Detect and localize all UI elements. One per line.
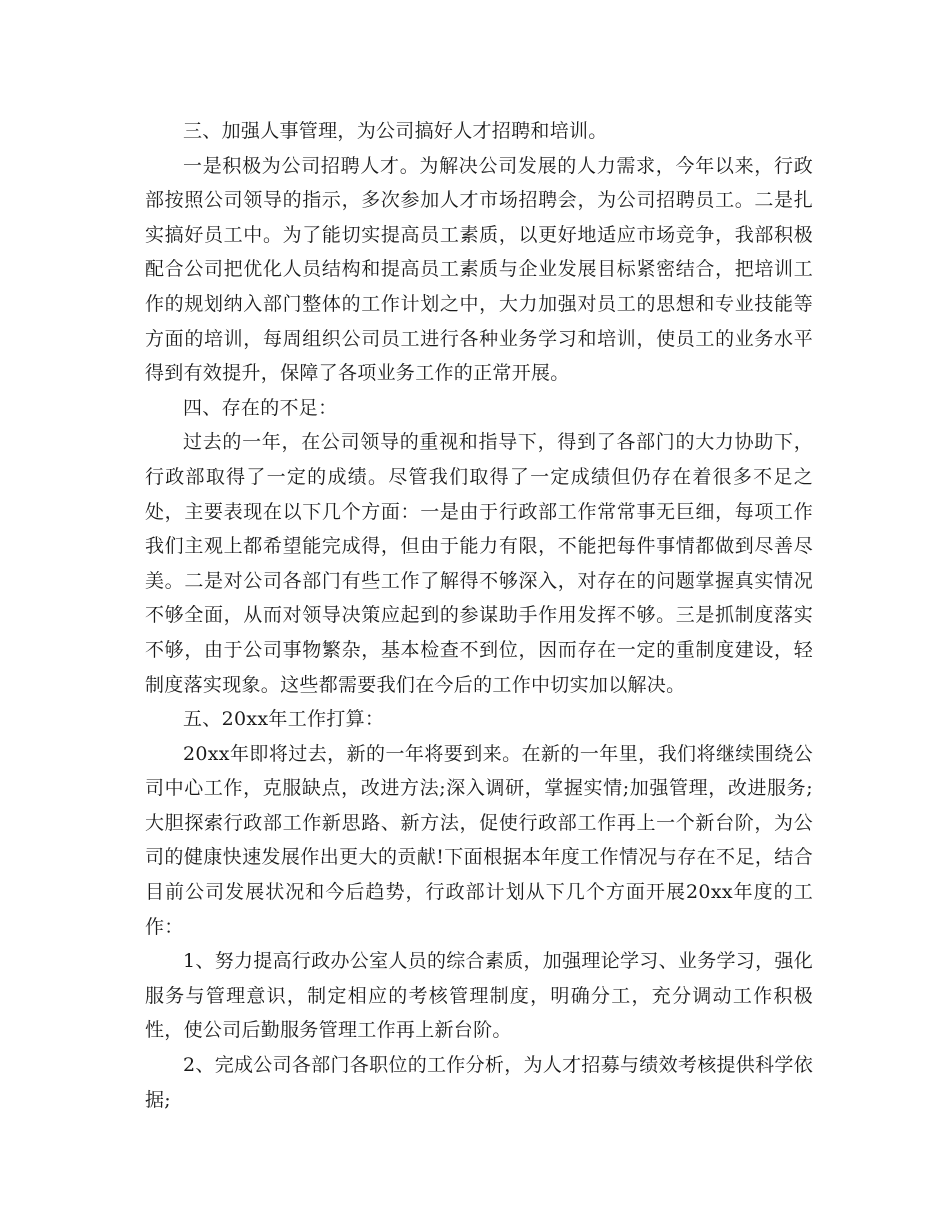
paragraph-shortcomings: 过去的一年，在公司领导的重视和指导下，得到了各部门的大力协助下，行政部取得了一定的成绩。尽管我们取得了一定成绩但仍存在着很多不足之处，主要表现在以下几个方面：一是由于行政部工作常常事无巨细，每项工作我们主观上都希望能完成得，但由于能力有限，不能把每件事情都做到尽善尽美。二是对公司各部门有些工作了解得不够深入，对存在的问题掌握真实情况不够全面，从而对领导决策应起到的参谋助手作用发挥不够。三是抓制度落实不够，由于公司事物繁杂，基本检查不到位，因而存在一定的重制度建设，轻制度落实现象。这些都需要我们在今后的工作中切实加以解决。 [145,431,813,696]
section-heading-5: 五、20xx年工作打算： [183,708,385,731]
section-heading-4: 四、存在的不足： [183,396,338,419]
paragraph-recruitment-training: 一是积极为公司招聘人才。为解决公司发展的人力需求，今年以来，行政部按照公司领导的指示，多次参加人才市场招聘会，为公司招聘员工。二是扎实搞好员工中。为了能切实提高员工素质，以更好地适应市场竞争，我部积极配合公司把优化人员结构和提高员工素质与企业发展目标紧密结合，把培训工作的规划纳入部门整体的工作计划之中，大力加强对员工的思想和专业技能等方面的培训，每周组织公司员工进行各种业务学习和培训，使员工的业务水平得到有效提升，保障了各项业务工作的正常开展。 [145,154,813,385]
plan-item-1: 1、努力提高行政办公室人员的综合素质，加强理论学习、业务学习，强化服务与管理意识，制定相应的考核管理制度，明确分工，充分调动工作积极性，使公司后勤服务管理工作再上新台阶。 [145,950,813,1042]
paragraph-work-plan: 20xx年即将过去，新的一年将要到来。在新的一年里，我们将继续围绕公司中心工作，克服缺点，改进方法;深入调研，掌握实情;加强管理，改进服务;大胆探索行政部工作新思路、新方法，促使行政部工作再上一个新台阶，为公司的健康快速发展作出更大的贡献!下面根据本年度工作情况与存在不足，结合目前公司发展状况和今后趋势，行政部计划从下几个方面开展20xx年度的工作： [145,742,813,938]
document-body [145,114,813,1117]
plan-item-2: 2、完成公司各部门各职位的工作分析，为人才招募与绩效考核提供科学依据; [145,1054,813,1111]
section-heading-3: 三、加强人事管理，为公司搞好人才招聘和培训。 [183,120,608,142]
